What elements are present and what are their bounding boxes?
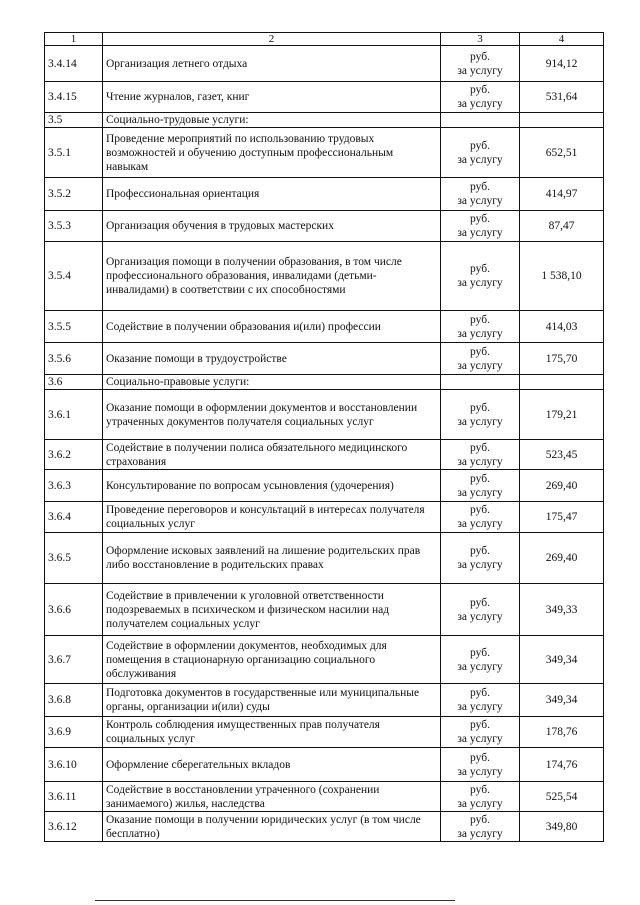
row-price: 523,45 [520,440,604,470]
row-unit-line: руб. [470,401,490,414]
row-unit-line: руб. [470,50,490,63]
row-code: 3.6.11 [45,782,103,812]
row-unit-line: руб. [470,139,490,152]
row-unit-line: руб. [470,441,490,454]
table-row [45,684,604,717]
row-unit-line: руб. [470,545,490,557]
row-unit [441,440,520,470]
row-code: 3.4.15 [45,82,103,113]
row-price: 349,80 [520,812,604,842]
row-code: 3.6.8 [45,684,103,717]
row-name: Организация обучения в трудовых мастерских [103,211,441,242]
row-name: Содействие в привлечении к уголовной ответственности подозреваемых в психическом и физическом насилии над получателем социальных услуг [103,584,441,636]
row-unit-line: руб. [470,596,490,609]
table-row [45,584,604,636]
row-code: 3.6.12 [45,812,103,842]
table-row [45,390,604,440]
table-row [45,748,604,782]
row-price: 178,76 [520,717,604,748]
table-row [45,178,604,211]
row-code: 3.6.1 [45,390,103,440]
row-name: Содействие в получении полиса обязательного медицинского страхования [103,440,441,470]
row-unit-line: за услугу [457,559,503,571]
row-unit [441,242,520,311]
row-unit-line: за услугу [457,610,503,623]
row-unit [441,470,520,502]
row-unit [441,748,520,782]
row-price: 175,47 [520,502,604,533]
table-row [45,82,604,113]
row-unit-line: руб. [470,751,490,764]
row-name: Подготовка документов в государственные или муниципальные органы, организации и(или) суды [103,684,441,717]
row-name: Контроль соблюдения имущественных прав получателя социальных услуг [103,717,441,748]
row-price: 87,47 [520,211,604,242]
row-unit [441,782,520,812]
row-code: 3.5.4 [45,242,103,311]
price-table [44,32,604,842]
row-price: 269,40 [520,533,604,584]
row-name: Оформление сберегательных вкладов [103,748,441,782]
row-unit [441,717,520,748]
row-unit [441,211,520,242]
row-code: 3.5 [45,113,103,128]
header-col-2: 2 [103,33,441,46]
row-price [520,113,604,128]
row-unit-line: за услугу [457,227,503,239]
row-code: 3.6.7 [45,636,103,684]
row-code: 3.6 [45,375,103,390]
row-unit-line: за услугу [457,277,503,289]
row-name: Консультирование по вопросам усыновления (удочерения) [103,470,441,502]
row-name: Содействие в оформлении документов, необходимых для помещения в стационарную организацию социального обслуживания [103,636,441,684]
row-price: 1 538,10 [520,242,604,311]
row-unit-line: за услугу [457,701,503,713]
row-code: 3.6.9 [45,717,103,748]
row-price: 652,51 [520,128,604,178]
table-row [45,46,604,82]
table-row [45,812,604,842]
row-name: Социально-правовые услуги: [103,375,441,390]
row-price: 269,40 [520,470,604,502]
row-unit [441,113,520,128]
table-row [45,242,604,311]
row-code: 3.6.4 [45,502,103,533]
row-unit-line: за услугу [457,765,503,778]
row-unit-line: руб. [470,213,490,225]
row-price: 525,54 [520,782,604,812]
row-name: Организация летнего отдыха [103,46,441,82]
row-unit [441,311,520,343]
row-unit-line: за услугу [457,64,503,77]
row-name: Оказание помощи в получении юридических услуг (в том числе бесплатно) [103,812,441,842]
row-unit [441,584,520,636]
row-code: 3.5.3 [45,211,103,242]
row-unit-line: за услугу [457,195,503,207]
row-unit-line: за услугу [457,827,503,840]
row-unit-line: за услугу [457,327,503,340]
row-unit-line: за услугу [457,797,503,810]
row-name: Проведение переговоров и консультаций в интересах получателя социальных услуг [103,502,441,533]
row-unit [441,390,520,440]
row-name: Оказание помощи в оформлении документов и восстановлении утраченных документов получателя социальных услуг [103,390,441,440]
table-row [45,533,604,584]
row-price: 349,33 [520,584,604,636]
row-unit-line: за услугу [457,455,503,468]
row-unit-line: руб. [470,504,490,516]
row-unit-line: за услугу [457,518,503,530]
table-header-row [45,33,604,46]
footer-divider [95,900,455,901]
row-price: 414,97 [520,178,604,211]
row-name: Профессиональная ориентация [103,178,441,211]
row-unit-line: за услугу [457,153,503,166]
row-code: 3.6.5 [45,533,103,584]
row-unit-line: руб. [470,813,490,826]
row-name: Социально-трудовые услуги: [103,113,441,128]
header-col-4: 4 [520,33,604,46]
row-price: 531,64 [520,82,604,113]
header-col-1: 1 [45,33,103,46]
table-row [45,717,604,748]
row-unit [441,46,520,82]
table-row [45,375,604,390]
row-unit [441,502,520,533]
row-name: Организация помощи в получении образования, в том числе профессионального образования, инвалидами (детьми-инвалидами) в соответствии с их способностями [103,242,441,311]
row-price: 349,34 [520,636,604,684]
table-row [45,470,604,502]
row-code: 3.4.14 [45,46,103,82]
table-row [45,343,604,375]
row-unit [441,533,520,584]
row-unit-line: за услугу [457,733,503,745]
row-unit [441,82,520,113]
table-row [45,311,604,343]
table-row [45,440,604,470]
table-row [45,502,604,533]
row-price: 914,12 [520,46,604,82]
row-unit-line: за услугу [457,359,503,372]
row-code: 3.6.10 [45,748,103,782]
row-name: Содействие в получении образования и(или) профессии [103,311,441,343]
row-unit-line: за услугу [457,486,503,499]
table-row [45,636,604,684]
row-code: 3.6.6 [45,584,103,636]
row-code: 3.5.5 [45,311,103,343]
row-code: 3.5.2 [45,178,103,211]
row-name: Оказание помощи в трудоустройстве [103,343,441,375]
row-code: 3.6.2 [45,440,103,470]
row-unit-line: руб. [470,472,490,485]
table-row [45,128,604,178]
row-unit-line: руб. [470,783,490,796]
row-unit [441,684,520,717]
row-price: 414,03 [520,311,604,343]
row-code: 3.5.6 [45,343,103,375]
row-unit [441,128,520,178]
table-row [45,113,604,128]
row-unit [441,343,520,375]
row-unit-line: за услугу [457,98,503,110]
row-unit-line: руб. [470,263,490,275]
row-unit-line: за услугу [457,660,503,673]
row-unit-line: руб. [470,84,490,96]
row-code: 3.6.3 [45,470,103,502]
row-name: Оформление исковых заявлений на лишение родительских прав либо восстановление в родительских правах [103,533,441,584]
row-unit [441,636,520,684]
row-unit-line: руб. [470,687,490,699]
row-price: 179,21 [520,390,604,440]
row-price: 349,34 [520,684,604,717]
row-price: 175,70 [520,343,604,375]
row-code: 3.5.1 [45,128,103,178]
table-body [45,46,604,842]
row-unit-line: руб. [470,181,490,193]
row-price: 174,76 [520,748,604,782]
row-unit-line: руб. [470,646,490,659]
table-row [45,211,604,242]
row-unit [441,178,520,211]
table-row [45,782,604,812]
row-unit-line: руб. [470,313,490,326]
row-unit [441,375,520,390]
row-unit-line: руб. [470,719,490,731]
row-unit [441,812,520,842]
row-name: Содействие в восстановлении утраченного (сохранении занимаемого) жилья, наследства [103,782,441,812]
row-price [520,375,604,390]
header-col-3: 3 [441,33,520,46]
row-name: Чтение журналов, газет, книг [103,82,441,113]
row-unit-line: руб. [470,345,490,358]
row-name: Проведение мероприятий по использованию трудовых возможностей и обучению доступным профессиональным навыкам [103,128,441,178]
row-unit-line: за услугу [457,415,503,428]
